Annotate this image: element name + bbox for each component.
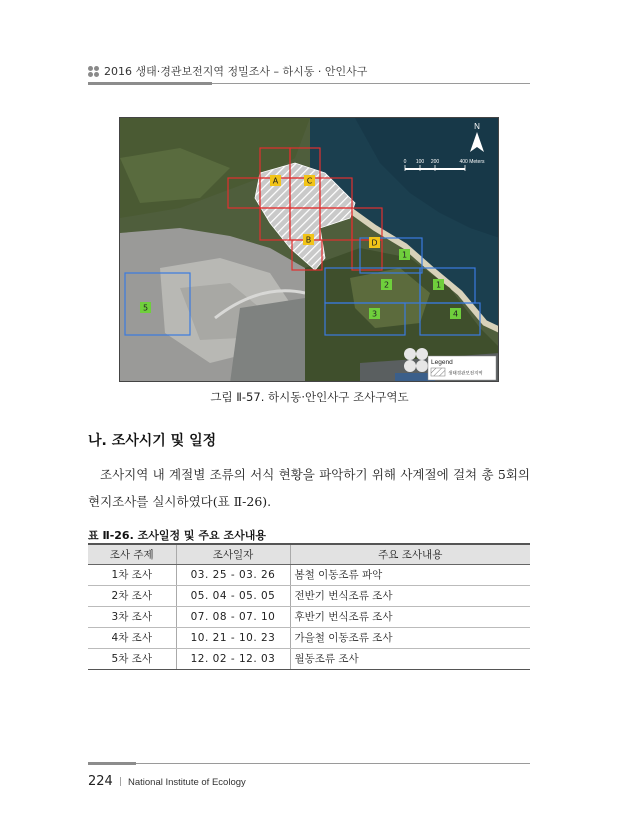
area-label-a: A [272, 176, 279, 186]
footer-organization: National Institute of Ecology [128, 777, 246, 788]
paragraph-text: 조사지역 내 계절별 조류의 서식 현황을 파악하기 위해 사계절에 걸쳐 총 5회의 현지조사를 실시하였다(표 Ⅱ-26). [88, 467, 530, 509]
page-number: 224 [88, 774, 113, 789]
area-label-c: C [306, 176, 313, 186]
footer-rule-thin [136, 763, 530, 764]
area-label-1b: 1 [435, 280, 442, 290]
table-row: 2차 조사 05. 04 - 05. 05 전반기 번식조류 조사 [88, 585, 530, 606]
header-survey: 조사 주제 [88, 544, 176, 564]
area-label-b: B [305, 235, 312, 245]
table-header-row [88, 544, 530, 564]
area-label-d: D [371, 238, 378, 248]
table-row: 4차 조사 10. 21 - 10. 23 가을철 이동조류 조사 [88, 627, 530, 648]
table-row: 3차 조사 07. 08 - 07. 10 후반기 번식조류 조사 [88, 606, 530, 627]
table-row: 5차 조사 12. 02 - 12. 03 월동조류 조사 [88, 648, 530, 669]
svg-text:200: 200 [430, 159, 440, 165]
svg-text:400 Meters: 400 Meters [459, 159, 485, 165]
header-dots-icon [88, 66, 100, 78]
footer-rule [88, 762, 136, 765]
legend-item: 생태경관보전지역 [448, 371, 483, 377]
svg-text:100: 100 [415, 159, 425, 165]
table-caption: 표 Ⅱ-26. 조사일정 및 주요 조사내용 [88, 529, 266, 542]
header-content: 주요 조사내용 [290, 544, 530, 564]
footer-separator: | [119, 777, 123, 787]
figure-caption: 그림 Ⅱ-57. 하시동·안인사구 조사구역도 [210, 390, 409, 404]
area-label-4: 4 [452, 309, 459, 319]
header-rule [88, 82, 212, 85]
running-header [88, 60, 530, 84]
area-label-1a: 1 [401, 250, 408, 260]
area-label-5: 5 [142, 303, 149, 313]
area-label-3: 3 [371, 309, 378, 319]
header-rule-thin [212, 83, 530, 84]
north-label: N [474, 122, 480, 131]
section-title: 나. 조사시기 및 일정 [88, 433, 217, 449]
body-paragraph [88, 461, 530, 515]
header-date: 조사일자 [176, 544, 290, 564]
survey-schedule-table [88, 543, 530, 670]
survey-area-map [119, 117, 499, 382]
header-title: 2016 생태·경관보전지역 정밀조사 – 하시동 · 안인사구 [104, 65, 368, 78]
legend-title: Legend [431, 359, 453, 366]
page-footer [88, 762, 530, 792]
map-legend [428, 356, 496, 380]
area-label-2: 2 [383, 280, 390, 290]
svg-text:0: 0 [403, 159, 407, 165]
table-row: 1차 조사 03. 25 - 03. 26 봄철 이동조류 파악 [88, 564, 530, 585]
